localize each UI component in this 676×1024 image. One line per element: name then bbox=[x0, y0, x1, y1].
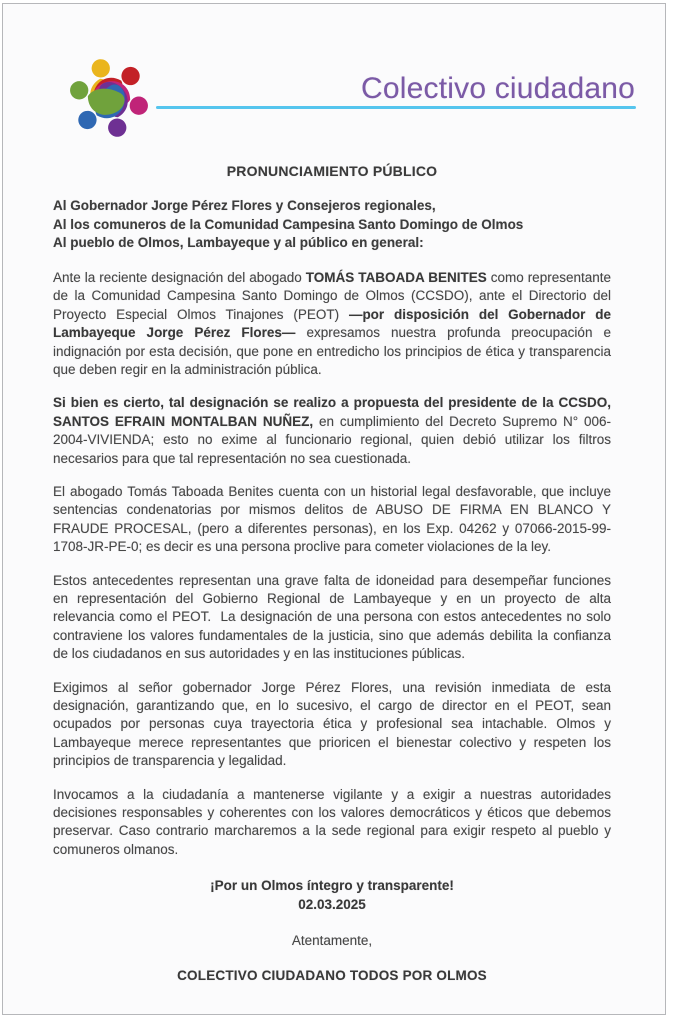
closing-salutation: Atentamente, bbox=[291, 933, 373, 949]
paragraph: Invocamos a la ciudadanía a mantenerse vigilante y a exigir a nuestras autoridades decisiones responsables y coherentes con los valores democráticos y éticos que debemos preservar. Caso contrario marcharemos a la sede regional para exigir respeto al pueblo y comuneros olmanos. bbox=[53, 786, 611, 857]
body-paragraphs bbox=[53, 269, 611, 859]
scanned-sheet bbox=[2, 3, 666, 1015]
letterhead bbox=[3, 4, 665, 154]
org-name: Colectivo ciudadano bbox=[361, 72, 635, 105]
document-body bbox=[53, 154, 611, 985]
people-circle-logo bbox=[59, 46, 159, 150]
paragraph: Ante la reciente designación del abogado TOMÁS TABOADA BENITES como representante de la Comunidad Campesina Santo Domingo de Olmos (CCSDO), ante el Directorio del Proyecto Especial Olmos Tinajones (PEOT) —por disposición del Gobernador de Lambayeque Jorge Pérez Flores— expresamos nuestra profunda preocupación e indignación por esta decisión, que pone en entredicho los principios de ética y transparencia que deben regir en la administración pública. bbox=[53, 269, 611, 377]
document-title: PRONUNCIAMIENTO PÚBLICO bbox=[226, 163, 438, 179]
addressee-line: Al los comuneros de la Comunidad Campesina Santo Domingo de Olmos bbox=[53, 216, 524, 232]
signature-line: COLECTIVO CIUDADANO TODOS POR OLMOS bbox=[177, 967, 487, 983]
paragraph: Si bien es cierto, tal designación se realizo a propuesta del presidente de la CCSDO, SANTOS EFRAIN MONTALBAN NUÑEZ, en cumplimiento del Decreto Supremo N° 006-2004-VIVIENDA; esto no exime al funcionario regional, quien debió utilizar los filtros necesarios para que tal representación no sea cuestionada. bbox=[53, 395, 611, 466]
closing-block bbox=[53, 877, 611, 985]
addressee-line: Al Gobernador Jorge Pérez Flores y Consejeros regionales, bbox=[53, 198, 436, 214]
addressee-block bbox=[53, 197, 611, 253]
paragraph: Estos antecedentes representan una grave falta de idoneidad para desempeñar funciones en representación del Gobierno Regional de Lambayeque y en un proyecto de alta relevancia como el PEOT. La designación de una persona con estos antecedentes no solo contraviene los valores fundamentales de la justicia, sino que además debilita la confianza de los ciudadanos en sus autoridades y en las instituciones públicas. bbox=[53, 572, 611, 662]
header-underline bbox=[156, 106, 636, 109]
paragraph: Exigimos al señor gobernador Jorge Pérez Flores, una revisión inmediata de esta designación, garantizando que, en lo sucesivo, el cargo de director en el PEOT, sean ocupados por personas cuya trayectoria ética y profesional sea intachable. Olmos y Lambayeque merece representantes que prioricen el bienestar colectivo y respeten los principios de transparencia y legalidad. bbox=[53, 679, 611, 769]
addressee-line: Al pueblo de Olmos, Lambayeque y al público en general: bbox=[53, 235, 424, 251]
paragraph: El abogado Tomás Taboada Benites cuenta con un historial legal desfavorable, que incluye sentencias condenatorias por mismos delitos de ABUSO DE FIRMA EN BLANCO Y FRAUDE PROCESAL, (pero a diferentes personas), en los Exp. 04262 y 07066-2015-99-1708-JR-PE-0; es decir es una persona proclive para cometer violaciones de la ley. bbox=[53, 483, 611, 555]
closing-slogan: ¡Por un Olmos íntegro y transparente! bbox=[210, 878, 454, 894]
closing-date: 02.03.2025 bbox=[298, 896, 366, 912]
